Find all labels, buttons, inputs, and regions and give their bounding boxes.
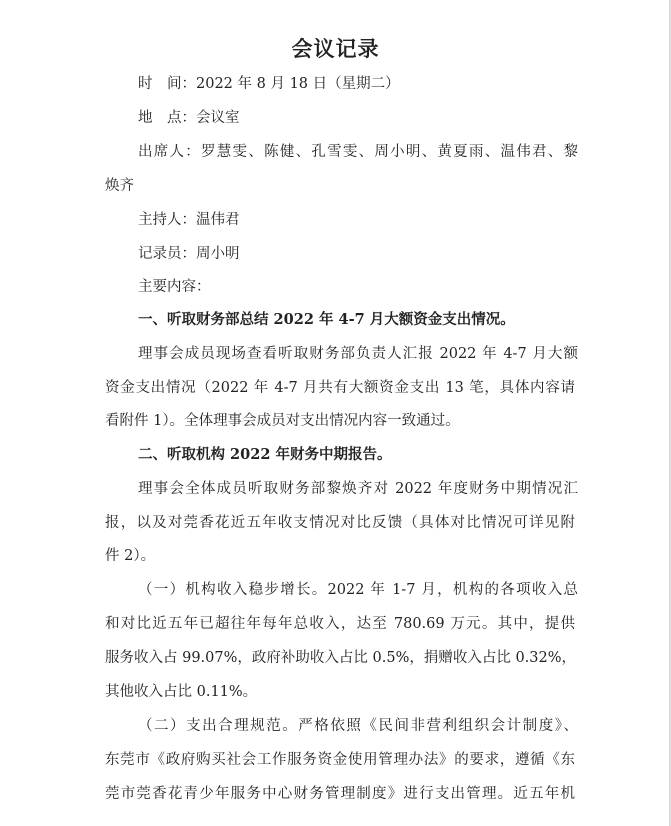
host: 主持人：温伟君 xyxy=(138,212,240,228)
paragraph-line: 理事会全体成员听取财务部黎焕齐对 2022 年度财务中期情况汇 xyxy=(138,481,578,497)
paragraph-line: 其他收入占比 0.11%。 xyxy=(105,684,258,700)
section-2-heading: 二、听取机构 2022 年财务中期报告。 xyxy=(138,446,392,463)
meeting-location: 地 点：会议室 xyxy=(138,110,240,126)
attendees-line-1: 出席人：罗慧雯、陈健、孔雪雯、周小明、黄夏雨、温伟君、黎 xyxy=(138,144,578,160)
paragraph-line: 件 2）。 xyxy=(105,548,156,564)
paragraph-line: 看附件 1）。全体理事会成员对支出情况内容一致通过。 xyxy=(105,413,460,429)
document-title: 会议记录 xyxy=(291,36,380,61)
attendees-line-2: 焕齐 xyxy=(105,178,134,194)
recorder: 记录员：周小明 xyxy=(138,246,240,262)
paragraph-line: 理事会成员现场查看听取财务部负责人汇报 2022 年 4-7 月大额 xyxy=(138,346,578,362)
paragraph-line: 东莞市《政府购买社会工作服务资金使用管理办法》的要求，遵循《东 xyxy=(105,752,575,768)
paragraph-line: （二）支出合理规范。严格依照《民间非营利组织会计制度》、 xyxy=(138,718,578,734)
main-content-label: 主要内容： xyxy=(138,279,211,295)
section-1-heading: 一、听取财务部总结 2022 年 4-7 月大额资金支出情况。 xyxy=(138,311,515,328)
paragraph-line: 莞市莞香花青少年服务中心财务管理制度》进行支出管理。近五年机 xyxy=(105,786,575,802)
meeting-time: 时 间：2022 年 8 月 18 日（星期二） xyxy=(138,76,400,92)
paragraph-line: 资金支出情况（2022 年 4-7 月共有大额资金支出 13 笔，具体内容请 xyxy=(105,380,575,396)
paragraph-line: （一）机构收入稳步增长。2022 年 1-7 月，机构的各项收入总 xyxy=(138,582,578,598)
paragraph-line: 和对比近五年已超往年每年总收入，达至 780.69 万元。其中，提供 xyxy=(105,616,575,632)
paragraph-line: 服务收入占 99.07%，政府补助收入占比 0.5%，捐赠收入占比 0.32%， xyxy=(105,650,577,666)
paragraph-line: 报，以及对莞香花近五年收支情况对比反馈（具体对比情况可详见附 xyxy=(105,515,575,531)
